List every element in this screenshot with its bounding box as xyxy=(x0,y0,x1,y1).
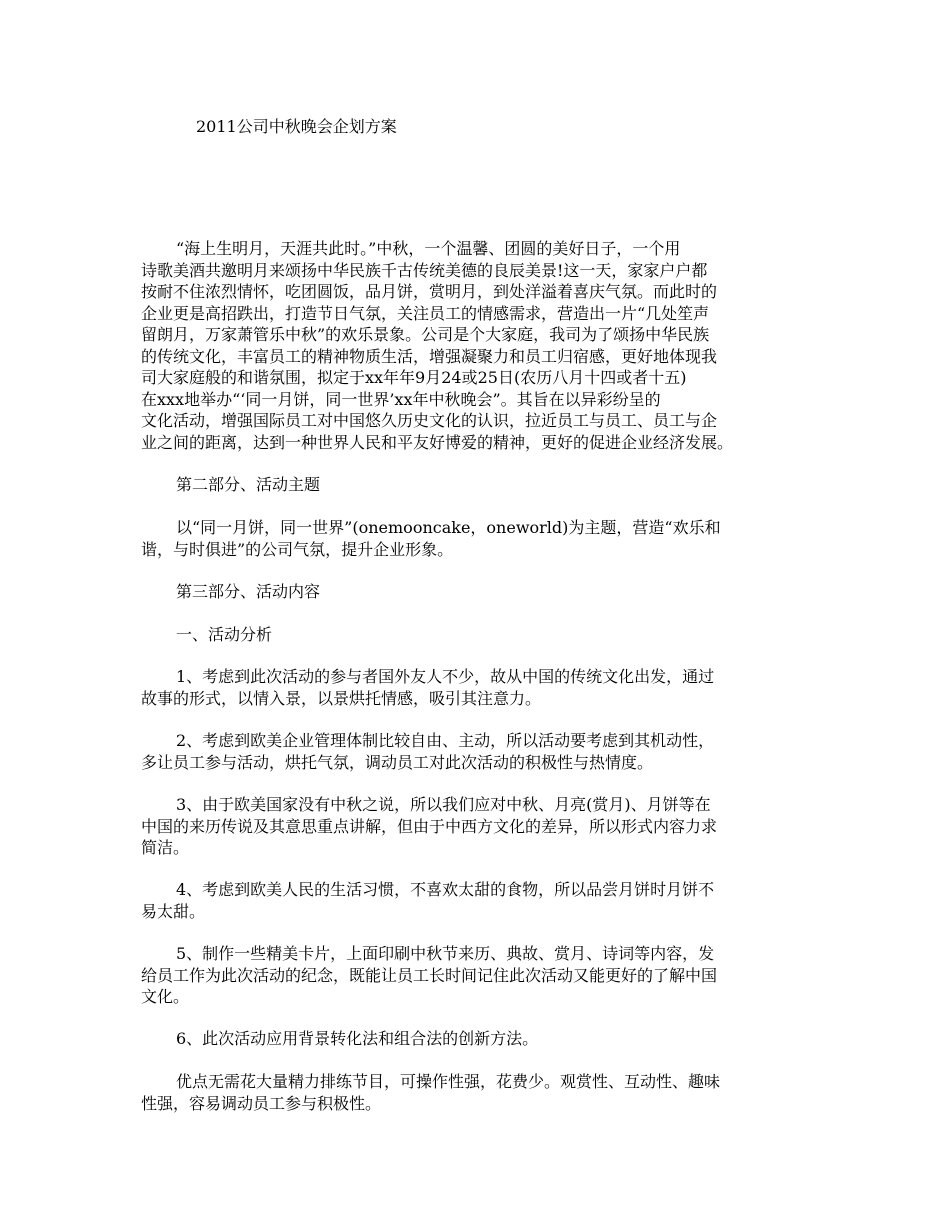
document-title: 2011公司中秋晚会企划方案 xyxy=(196,117,397,136)
intro-paragraph xyxy=(141,238,831,453)
heading-text: 第二部分、活动主题 xyxy=(176,475,321,494)
text-line: 故事的形式，以情入景，以景烘托情感，吸引其注意力。 xyxy=(141,688,542,708)
text-line: 给员工作为此次活动的纪念，既能让员工长时间记住此次活动又能更好的了解中国 xyxy=(141,965,718,985)
text-line: 多让员工参与活动，烘托气氛，调动员工对此次活动的积极性与热情度。 xyxy=(141,752,654,772)
text-line: 司大家庭般的和谐氛围，拟定于xx年年9月24或25日(农历八月十四或者十五) xyxy=(141,368,687,387)
section-heading-content xyxy=(141,581,831,603)
text-line: 的传统文化，丰富员工的精神物质生活，增强凝聚力和员工归宿感，更好地体现我 xyxy=(141,346,718,366)
analysis-item-5 xyxy=(141,943,831,1008)
text-line: 文化活动，增强国际员工对中国悠久历史文化的认识，拉近员工与员工、员工与企 xyxy=(141,411,718,430)
text-line: 优点无需花大量精力排练节目，可操作性强，花费少。观赏性、互动性、趣味 xyxy=(176,1072,721,1091)
analysis-item-1 xyxy=(141,666,831,709)
text-line: 留朗月，万家萧管乐中秋”的欢乐景象。公司是个大家庭，我司为了颂扬中华民族 xyxy=(141,325,710,344)
text-line: 易太甜。 xyxy=(141,901,206,921)
text-line: 谐，与时俱进”的公司气氛，提升企业形象。 xyxy=(141,539,454,559)
text-line: 文化。 xyxy=(141,987,190,1006)
text-line: 按耐不住浓烈情怀，吃团圆饭，品月饼，赏明月，到处洋溢着喜庆气氛。而此时的 xyxy=(141,282,718,301)
text-line: 2、考虑到欧美企业管理体制比较自由、主动，所以活动要考虑到其机动性， xyxy=(176,731,715,750)
heading-text: 第三部分、活动内容 xyxy=(176,582,321,601)
advantage-paragraph xyxy=(141,1071,831,1114)
text-line: 1、考虑到此次活动的参与者国外友人不少，故从中国的传统文化出发，通过 xyxy=(176,667,715,686)
text-line: 企业更是高招跌出，打造节日气氛，关注员工的情感需求，营造出一片“几处笙声 xyxy=(141,303,710,323)
text-line: 简洁。 xyxy=(141,838,190,857)
text-line: 6、此次活动应用背景转化法和组合法的创新方法。 xyxy=(176,1029,539,1048)
text-line: 4、考虑到欧美人民的生活习惯，不喜欢太甜的食物，所以品尝月饼时月饼不 xyxy=(176,880,715,899)
analysis-item-3 xyxy=(141,794,831,859)
text-line: 以“同一月饼，同一世界”(onemooncake，oneworld)为主题，营造“欢乐和 xyxy=(176,518,721,537)
text-line: 3、由于欧美国家没有中秋之说，所以我们应对中秋、月亮(赏月)、月饼等在 xyxy=(176,795,711,814)
text-line: 诗歌美酒共邀明月来颂扬中华民族千古传统美德的良辰美景!这一天，家家户户都 xyxy=(141,260,708,280)
theme-paragraph xyxy=(141,517,831,560)
analysis-item-6 xyxy=(141,1028,831,1050)
text-line: “海上生明月，天涯共此时。”中秋，一个温馨、团圆的美好日子，一个用 xyxy=(176,239,681,258)
text-line: 业之间的距离，达到一种世界人民和平友好博爱的精神，更好的促进企业经济发展。 xyxy=(141,432,734,452)
text-line: 性强，容易调动员工参与积极性。 xyxy=(141,1093,382,1113)
analysis-item-2 xyxy=(141,730,831,773)
section-heading-theme xyxy=(141,474,831,496)
subheading-analysis xyxy=(141,624,831,646)
text-line: 5、制作一些精美卡片，上面印刷中秋节来历、典故、赏月、诗词等内容，发 xyxy=(176,944,715,963)
text-line: 中国的来历传说及其意思重点讲解，但由于中西方文化的差异，所以形式内容力求 xyxy=(141,816,718,836)
analysis-item-4 xyxy=(141,879,831,922)
text-line: 在xxx地举办“‘同一月饼，同一世界’xx年中秋晚会”。其旨在以异彩纷呈的 xyxy=(141,389,661,409)
heading-text: 一、活动分析 xyxy=(176,625,273,644)
